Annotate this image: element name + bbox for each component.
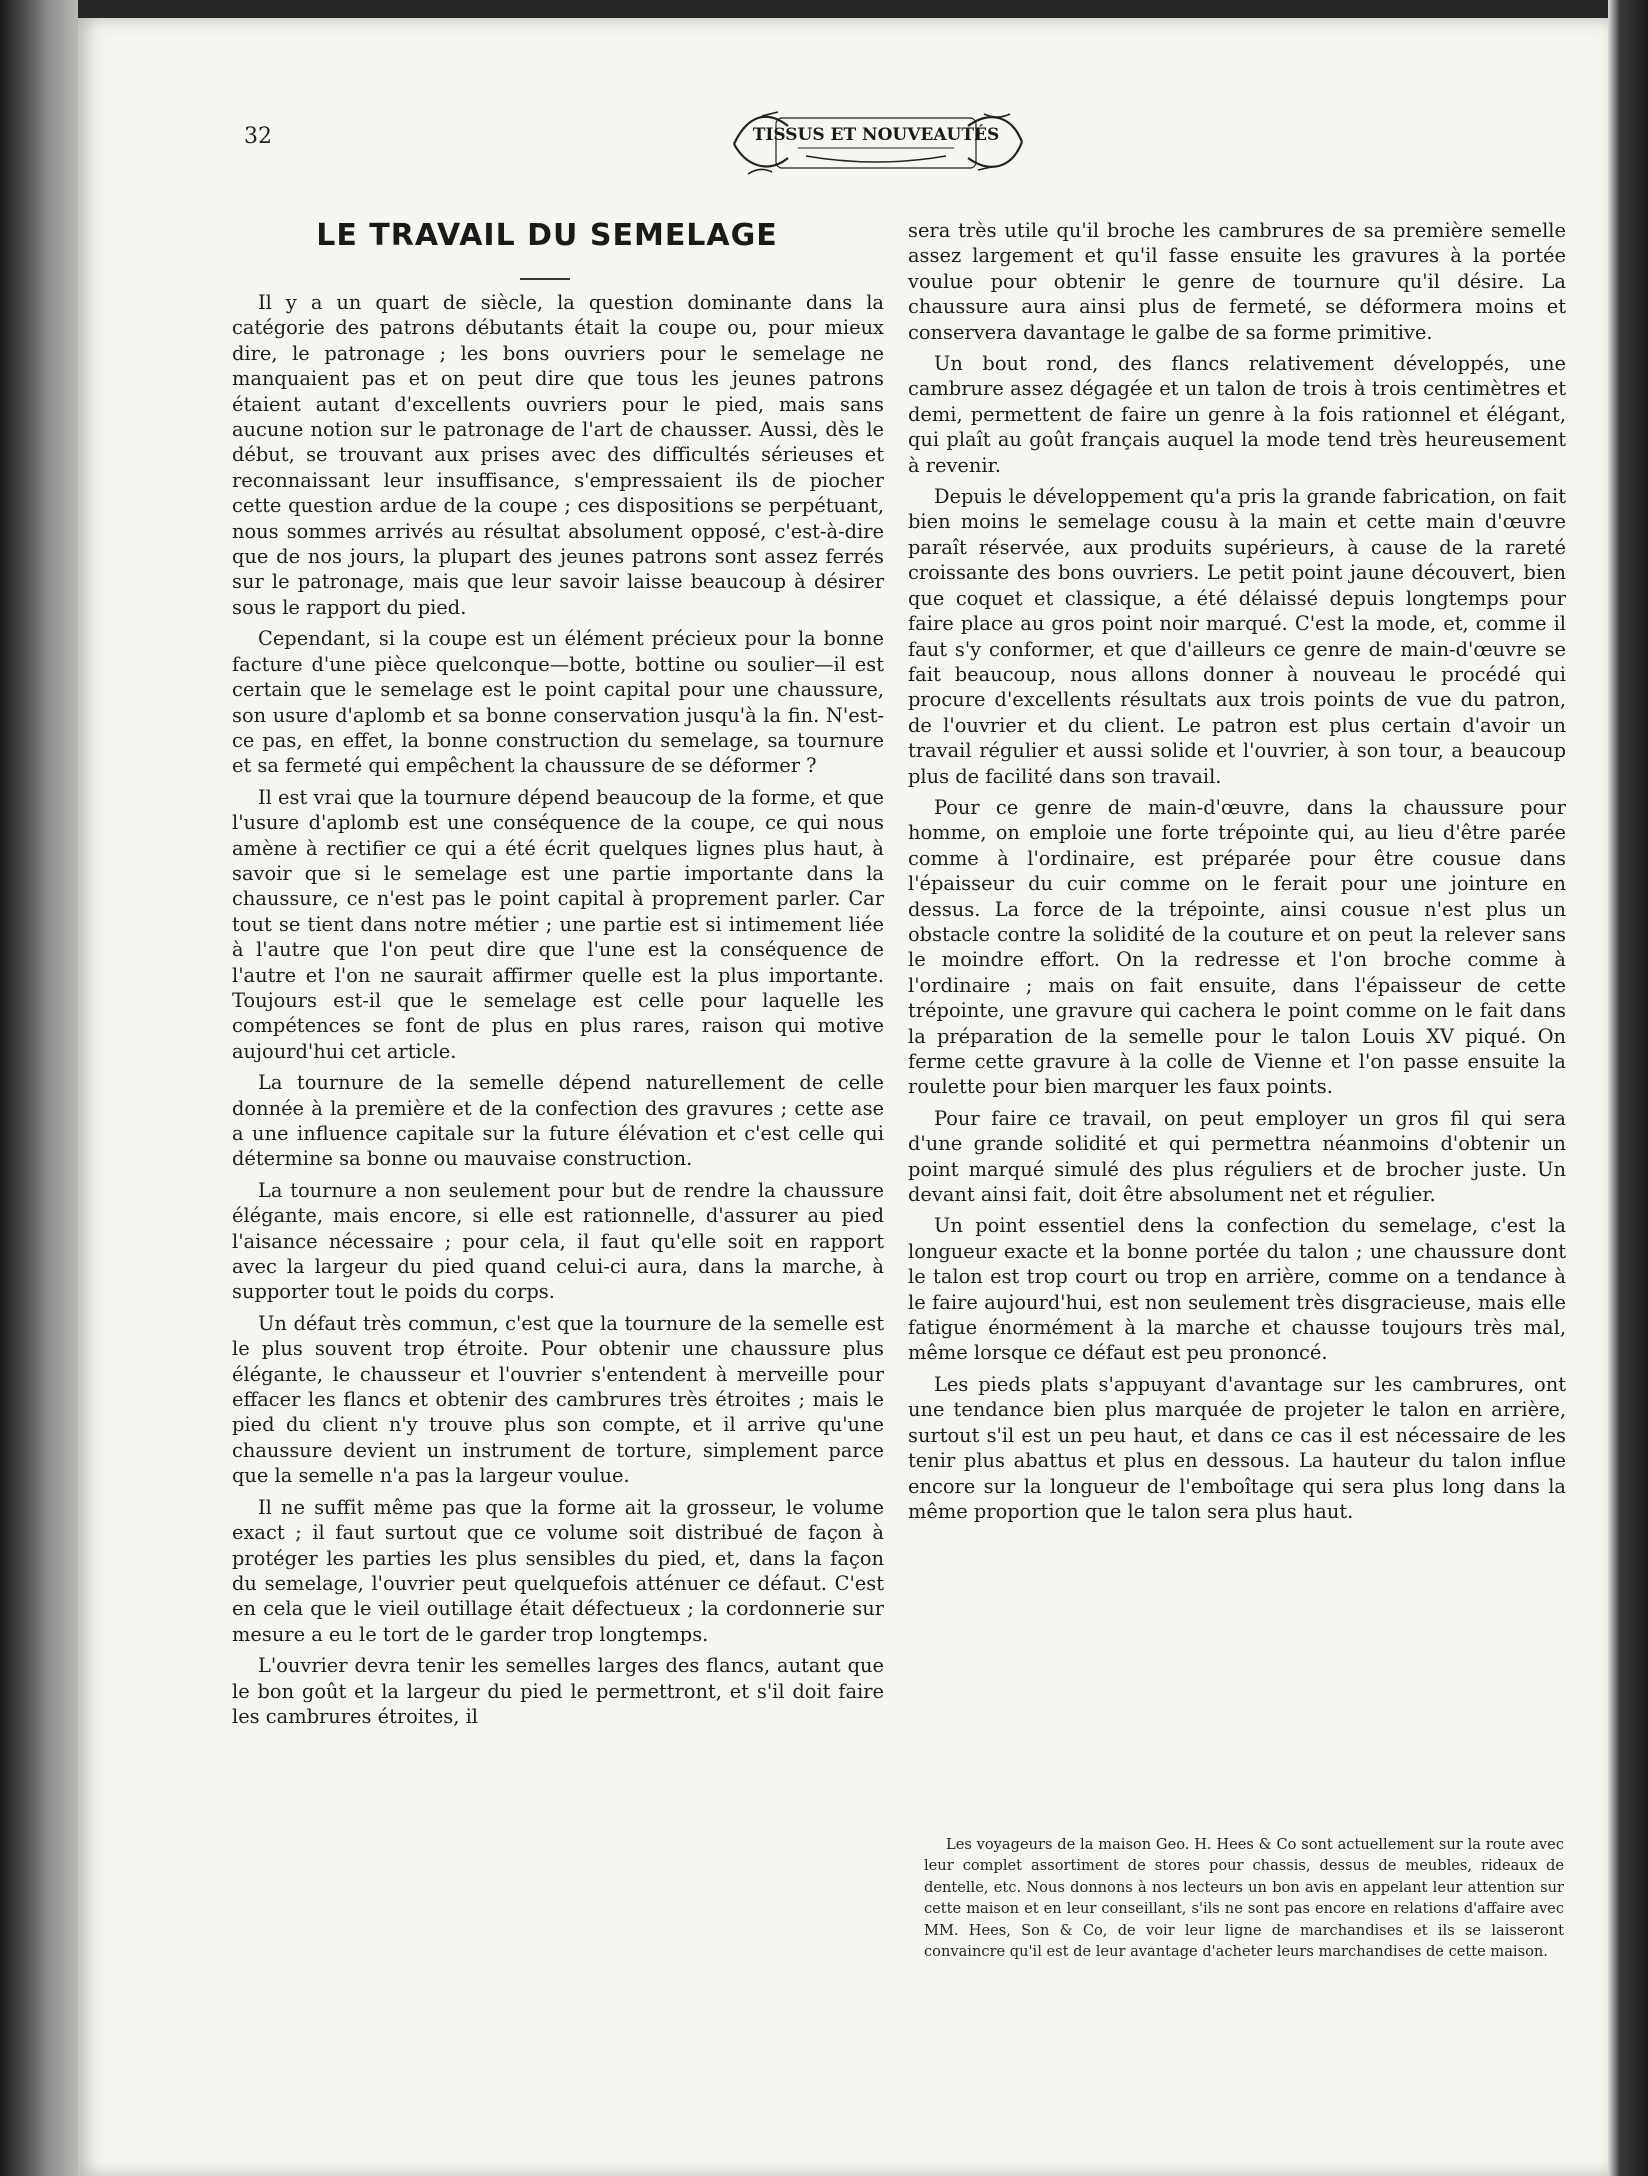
title-divider <box>520 278 570 280</box>
book-spine <box>0 0 78 2176</box>
paragraph: Pour faire ce travail, on peut employer un gros fil qui sera d'une grande solidité et qui permettra néanmoins d'obtenir un point marqué simulé des plus réguliers et de brocher juste. Un devant ainsi fait, doit être absolument net et régulier. <box>908 1106 1566 1207</box>
page-edge <box>1608 0 1648 2176</box>
article-title: LE TRAVAIL DU SEMELAGE <box>316 218 778 253</box>
paragraph: sera très utile qu'il broche les cambrures de sa première semelle assez largement et qu'il fasse ensuite les gravures à la portée voulue pour obtenir le genre de tournure qu'il désire. La chaussure aura ainsi plus de fermeté, se déformera moins et conservera davantage le galbe de sa forme primitive. <box>908 219 1566 344</box>
advertisement-notice: Les voyageurs de la maison Geo. H. Hees & Co sont actuellement sur la route avec leur complet assortiment de stores pour chassis, dessus de meubles, rideaux de dentelle, etc. Nous donnons à nos lecteurs un bon avis en appelant leur attention sur cette maison et en leur conseillant, s'ils ne sont pas encore en relations d'affaire avec MM. Hees, Son & Co, de voir leur ligne de marchandises et ils se laisseront convaincre qu'il est de leur avantage d'acheter leurs marchandises de cette maison. <box>924 1836 1564 1961</box>
paragraph: Un bout rond, des flancs relativement développés, une cambrure assez dégagée et un talon de trois à trois centimètres et demi, permettent de faire un genre à la fois rationnel et élégant, qui plaît au goût français auquel la mode tend très heureusement à revenir. <box>908 352 1566 477</box>
paragraph: Les pieds plats s'appuyant d'avantage sur les cambrures, ont une tendance bien plus marquée de projeter le talon en arrière, surtout s'il est un peu haut, et dans ce cas il est nécessaire de les tenir plus abattus et plus en dessous. La hauteur du talon influe encore sur la longueur de l'emboîtage qui sera plus long dans la même proportion que le talon sera plus haut. <box>908 1372 1566 1523</box>
article-column-left <box>232 290 884 1729</box>
paragraph: Cependant, si la coupe est un élément précieux pour la bonne facture d'une pièce quelconque—botte, bottine ou soulier—il est certain que le semelage est le point capital pour une chaussure, son usure d'aplomb et sa bonne conservation jusqu'à la fin. N'est-ce pas, en effet, la bonne construction du semelage, sa tournure et sa fermeté qui empêchent la chaussure de se déformer ? <box>232 627 884 778</box>
masthead-logo-graphic <box>728 104 1028 182</box>
page-number: 32 <box>244 124 272 149</box>
paragraph: Un point essentiel dens la confection du semelage, c'est la longueur exacte et la bonne portée du talon ; une chaussure dont le talon est trop court ou trop en arrière, comme on a tendance à le faire aujourd'hui, est non seulement très disgracieuse, mais elle fatigue énormément à la marche et chausse toujours très mal, même lorsque ce défaut est peu prononcé. <box>908 1214 1566 1365</box>
paragraph: Pour ce genre de main-d'œuvre, dans la chaussure pour homme, on emploie une forte trépointe qui, au lieu d'être parée comme à l'ordinaire, est préparée pour être cousue dans l'épaisseur du cuir comme on le ferait pour une jointure en dessus. La force de la trépointe, ainsi cousue n'est plus un obstacle contre la solidité de la couture et on peut la relever sans le moindre effort. On la redresse et l'on broche comme à l'ordinaire ; mais on fait ensuite, dans l'épaisseur de cette trépointe, une gravure qui cachera le point comme on le fait dans la préparation de la semelle pour le talon Louis XV piqué. On ferme cette gravure à la colle de Vienne et l'on passe ensuite la roulette pour bien marquer les faux points. <box>908 795 1566 1099</box>
paragraph: L'ouvrier devra tenir les semelles larges des flancs, autant que le bon goût et la largeur du pied le permettront, et s'il doit faire les cambrures étroites, il <box>232 1654 884 1728</box>
masthead-logo <box>728 104 1028 182</box>
paragraph: Il y a un quart de siècle, la question dominante dans la catégorie des patrons débutants était la coupe ou, pour mieux dire, le patronage ; les bons ouvriers pour le semelage ne manquaient pas et on peut dire que tous les jeunes patrons étaient autant d'excellents ouvriers pour le pied, mais sans aucune notion sur le patronage de l'art de chausser. Aussi, dès le début, se trouvant aux prises avec des difficultés sérieuses et reconnaissant leur insuffisance, s'empressaient ils de piocher cette question ardue de la coupe ; ces dispositions se perpétuant, nous sommes arrivés au résultat absolument opposé, c'est-à-dire que de nos jours, la plupart des jeunes patrons sont assez ferrés sur le patronage, mais que leur savoir laisse beaucoup à désirer sous le rapport du pied. <box>232 291 884 619</box>
masthead-text: TISSUS ET NOUVEAUTÉS <box>752 125 1000 145</box>
paragraph: La tournure de la semelle dépend naturellement de celle donnée à la première et de la confection des gravures ; cette ase a une influence capitale sur la future élévation et c'est celle qui détermine sa bonne ou mauvaise construction. <box>232 1071 884 1171</box>
paragraph: Depuis le développement qu'a pris la grande fabrication, on fait bien moins le semelage cousu à la main et cette main d'œuvre paraît réservée, aux produits supérieurs, à cause de la rareté croissante des bons ouvriers. Le petit point jaune découvert, bien que coquet et classique, a été délaissé depuis longtemps pour faire place au gros point noir marqué. C'est la mode, et, comme il faut s'y conformer, et que d'ailleurs ce genre de main-d'œuvre se fait beaucoup, nous allons donner à nouveau le procédé qui procure d'excellents résultats aux trois points de vue du patron, de l'ouvrier et du client. Le patron est plus certain d'avoir un travail régulier et aussi solide et l'ouvrier, à son tour, a beaucoup plus de facilité dans son travail. <box>908 485 1566 788</box>
paragraph: La tournure a non seulement pour but de rendre la chaussure élégante, mais encore, si elle est rationnelle, d'assurer au pied l'aisance nécessaire ; pour cela, il faut qu'elle soit en rapport avec la largeur du pied quand celui-ci aura, dans la marche, à supporter tout le poids du corps. <box>232 1178 884 1304</box>
paragraph: Un défaut très commun, c'est que la tournure de la semelle est le plus souvent trop étroite. Pour obtenir une chaussure plus élégante, le chausseur et l'ouvrier s'entendent à merveille pour effacer les flancs et obtenir des cambrures très étroites ; mais le pied du client n'y trouve plus son compte, et il arrive qu'une chaussure devient un instrument de torture, simplement parce que la semelle n'a pas la largeur voulue. <box>232 1311 884 1488</box>
paragraph: Il est vrai que la tournure dépend beaucoup de la forme, et que l'usure d'aplomb est une conséquence de la coupe, ce qui nous amène à rectifier ce qui a été écrit quelques lignes plus haut, à savoir que si le semelage est une partie importante dans la chaussure, ce n'est pas le point capital à proprement parler. Car tout se tient dans notre métier ; une partie est si intimement liée à l'autre que l'on peut dire que l'une est la conséquence de l'autre et l'on ne saurait affirmer quelle est la plus importante. Toujours est-il que le semelage est celle pour laquelle les compétences se font de plus en plus rares, raison qui motive aujourd'hui cet article. <box>232 785 884 1063</box>
article-column-right <box>908 218 1566 1524</box>
paragraph: Il ne suffit même pas que la forme ait la grosseur, le volume exact ; il faut surtout que ce volume soit distribué de façon à protéger les parties les plus sensibles du pied, et, dans la façon du semelage, l'ouvrier peut quelquefois atténuer ce défaut. C'est en cela que le vieil outillage était défectueux ; la cordonnerie sur mesure a eu le tort de le garder trop longtemps. <box>232 1495 884 1646</box>
